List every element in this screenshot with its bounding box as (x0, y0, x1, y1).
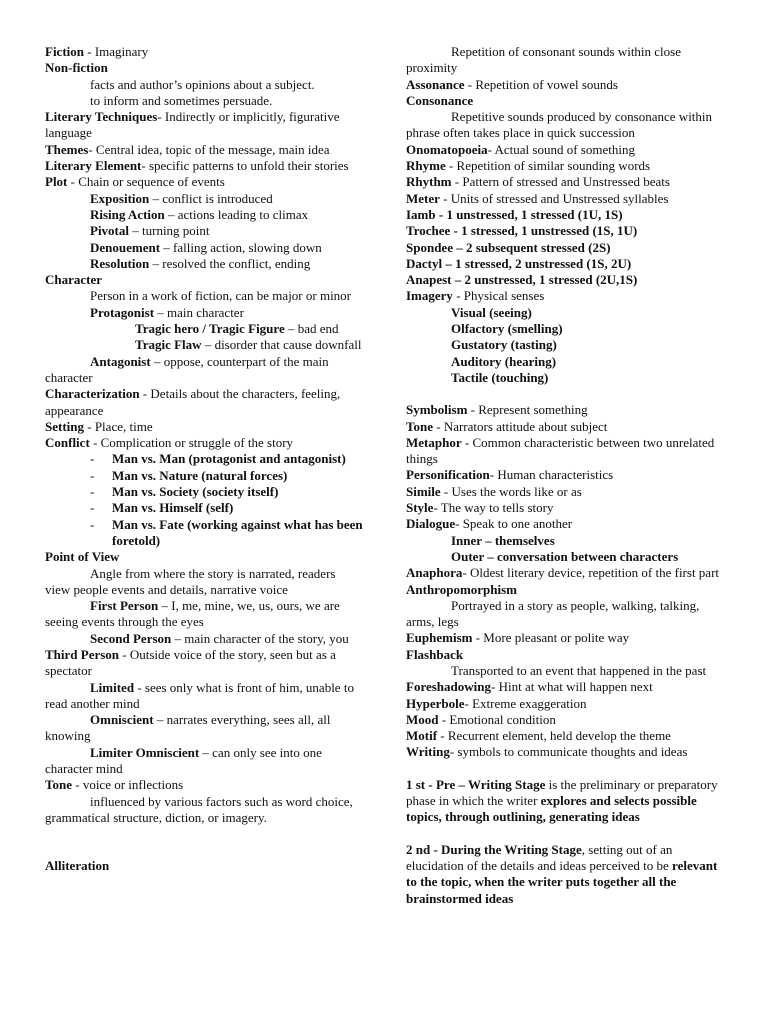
term: Limiter Omniscient (90, 744, 200, 760)
definition: – disorder that cause downfall (201, 337, 362, 353)
entry-assonance (406, 77, 724, 93)
bullet-dash: - (90, 467, 95, 483)
pov-omniscient (45, 712, 363, 745)
definition: - Chain or sequence of events (67, 174, 225, 190)
sense-item: Auditory (hearing) (451, 353, 557, 369)
stage-title: 2 nd - During the Writing Stage (406, 841, 582, 857)
term: Second Person (90, 630, 172, 646)
stage-text: is the preliminary or preparatory phase in which the writer (406, 776, 718, 809)
entry-setting (45, 419, 363, 435)
term: Protagonist (90, 304, 155, 320)
entry-onomatopoeia (406, 142, 724, 158)
entry-euphemism (406, 630, 724, 646)
term: Themes (45, 141, 89, 157)
entry-dialogue (406, 516, 724, 532)
pov-second-person (45, 631, 363, 647)
conflict-item (45, 517, 363, 550)
entry-anapest: Anapest – 2 unstressed, 1 stressed (2U,1S) (406, 272, 638, 288)
entry-mood (406, 712, 724, 728)
bullet-dash: - (90, 516, 95, 532)
entry-symbolism (406, 402, 724, 418)
sense-item: Visual (seeing) (451, 304, 532, 320)
term: Conflict (45, 435, 90, 451)
entry-tone (406, 419, 724, 435)
term: Symbolism (406, 402, 468, 418)
definition: - Physical senses (452, 288, 545, 304)
term: Antagonist (90, 353, 151, 369)
term: Style (406, 500, 434, 516)
definition: - Extreme exaggeration (464, 695, 587, 711)
term: Motif (406, 728, 438, 744)
entry-iamb: Iamb - 1 unstressed, 1 stressed (1U, 1S) (406, 206, 623, 222)
term: Simile (406, 483, 441, 499)
definition: - Emotional condition (438, 711, 556, 727)
term: Hyperbole (406, 695, 465, 711)
term: Mood (406, 711, 439, 727)
writing-stage-2 (406, 842, 724, 907)
entry-point-of-view: Point of View (45, 549, 120, 565)
spacer (45, 842, 363, 858)
term: Third Person (45, 646, 120, 662)
stage-emphasis: relevant to the topic, when the writer puts together all the brainstormed ideas (406, 857, 718, 906)
entry-plot (45, 174, 363, 190)
term: Metaphor (406, 434, 462, 450)
definition: – turning point (129, 223, 210, 239)
character-tragic-flaw (45, 337, 363, 353)
nonfiction-detail-1: facts and author’s opinions about a subject. (90, 76, 315, 92)
entry-conflict (45, 435, 363, 451)
conflict-item (45, 484, 363, 500)
entry-rhyme (406, 158, 724, 174)
entry-simile (406, 484, 724, 500)
term: Tone (406, 418, 433, 434)
entry-fiction (45, 44, 363, 60)
right-column (406, 44, 724, 907)
definition: – main character (154, 304, 244, 320)
pov-limited (45, 680, 363, 713)
spacer (406, 761, 724, 777)
consonance-definition: Repetitive sounds produced by consonance within phrase often takes place in quick succession (406, 109, 713, 141)
definition: - sees only what is front of him, unable to read another mind (45, 679, 354, 711)
entry-dactyl: Dactyl – 1 stressed, 2 unstressed (1S, 2U) (406, 255, 632, 271)
stage-title: 1 st - Pre – Writing Stage (406, 776, 546, 792)
stage-emphasis: explores and selects possible topics, through outlining, generating ideas (406, 793, 697, 825)
conflict-text: Man vs. Nature (natural forces) (112, 467, 288, 483)
entry-alliteration: Alliteration (45, 858, 110, 874)
sense-item: Olfactory (smelling) (451, 321, 563, 337)
conflict-item (45, 500, 363, 516)
definition: - Units of stressed and Unstressed syllables (439, 190, 669, 206)
sense-item: Tactile (touching) (451, 369, 549, 385)
plot-pivotal (45, 223, 363, 239)
definition: - Speak to one another (455, 516, 573, 532)
term: Literary Element (45, 158, 142, 174)
definition: – main character of the story, you (171, 630, 349, 646)
bullet-dash: - (90, 484, 95, 500)
definition: - Indirectly or implicitly, figurative language (45, 109, 340, 141)
definition: - Pattern of stressed and Unstressed beats (451, 174, 670, 190)
definition: - Recurrent element, held develop the theme (437, 728, 671, 744)
term: First Person (90, 598, 159, 614)
dialogue-inner: Inner – themselves (451, 532, 555, 548)
definition: – resolved the conflict, ending (149, 255, 311, 271)
term: Assonance (406, 76, 465, 92)
definition: - Imaginary (84, 44, 149, 59)
plot-denouement (45, 240, 363, 256)
entry-third-person (45, 647, 363, 680)
pov-first-person (45, 598, 363, 631)
term: Plot (45, 174, 68, 190)
term: Limited (90, 679, 135, 695)
term: Omniscient (90, 712, 154, 728)
term: Exposition (90, 190, 150, 206)
term: Euphemism (406, 630, 473, 646)
definition: - voice or inflections (71, 777, 184, 793)
definition: - Represent something (467, 402, 588, 418)
definition: – narrates everything, sees all, all knowing (45, 712, 331, 744)
bullet-dash: - (90, 451, 95, 467)
entry-rhythm (406, 174, 724, 190)
plot-resolution (45, 256, 363, 272)
entry-literary-techniques (45, 109, 363, 142)
definition: – I, me, mine, we, us, ours, we are seeing events through the eyes (45, 598, 340, 630)
term: Meter (406, 190, 440, 206)
conflict-text: Man vs. Himself (self) (112, 500, 234, 516)
stage-text: , setting out of an elucidation of the details and ideas perceived to be (406, 841, 673, 873)
spacer (406, 386, 724, 402)
definition: - Outside voice of the story, seen but as a spectator (45, 646, 336, 679)
definition: - The way to tells story (433, 500, 554, 516)
entry-character: Character (45, 272, 103, 288)
tone-detail: influenced by various factors such as word choice, grammatical structure, diction, or imagery. (45, 793, 353, 825)
entry-consonance: Consonance (406, 92, 474, 108)
term: Anaphora (406, 565, 463, 581)
nonfiction-detail-2: to inform and sometimes persuade. (90, 92, 273, 108)
term: Fiction (45, 44, 84, 59)
entry-personification (406, 467, 724, 483)
entry-tone (45, 777, 363, 793)
pov-limiter-omniscient (45, 745, 363, 778)
character-protagonist (45, 305, 363, 321)
conflict-item (45, 468, 363, 484)
term: Characterization (45, 386, 140, 402)
term: Dialogue (406, 516, 456, 532)
entry-imagery (406, 288, 724, 304)
term: Rising Action (90, 206, 165, 222)
definition: - symbols to communicate thoughts and ideas (449, 744, 688, 760)
entry-nonfiction: Non-fiction (45, 60, 108, 76)
definition: - Hint at what will happen next (491, 679, 653, 695)
definition: - Uses the words like or as (440, 483, 582, 499)
term: Literary Techniques (45, 109, 158, 125)
definition: - specific patterns to unfold their stories (141, 158, 349, 174)
term: Tone (45, 777, 72, 793)
definition: - Common characteristic between two unrelated things (406, 434, 715, 467)
pov-definition: Angle from where the story is narrated, readers view people events and details, narrative voice (45, 565, 336, 597)
conflict-text: Man vs. Man (protagonist and antagonist) (112, 451, 346, 467)
definition: – can only see into one character mind (45, 744, 322, 777)
entry-characterization (45, 386, 363, 419)
term: Foreshadowing (406, 679, 491, 695)
character-antagonist (45, 354, 363, 387)
plot-rising-action (45, 207, 363, 223)
entry-flashback: Flashback (406, 646, 464, 662)
definition: - Actual sound of something (487, 141, 635, 157)
entry-anthropomorphism: Anthropomorphism (406, 581, 518, 597)
entry-metaphor (406, 435, 724, 468)
entry-themes (45, 142, 363, 158)
entry-anaphora (406, 565, 724, 581)
spacer (45, 826, 363, 842)
entry-motif (406, 728, 724, 744)
writing-stage-1 (406, 777, 724, 826)
character-definition: Person in a work of fiction, can be major or minor (90, 288, 352, 304)
term: Tragic hero / Tragic Figure (135, 321, 285, 337)
entry-foreshadowing (406, 679, 724, 695)
term: Onomatopoeia (406, 141, 488, 157)
definition: - Central idea, topic of the message, main idea (88, 141, 330, 157)
anthropomorphism-definition: Portrayed in a story as people, walking, talking, arms, legs (406, 597, 700, 630)
definition: - Human characteristics (489, 467, 614, 483)
entry-writing (406, 744, 724, 760)
definition: - Details about the characters, feeling, appearance (45, 386, 341, 418)
conflict-text: Man vs. Fate (working against what has been foretold) (112, 516, 363, 548)
left-column (45, 44, 363, 875)
sense-item: Gustatory (tasting) (451, 337, 557, 353)
plot-exposition (45, 191, 363, 207)
alliteration-definition: Repetition of consonant sounds within close proximity (406, 44, 682, 76)
spacer (406, 826, 724, 842)
definition: - More pleasant or polite way (472, 630, 630, 646)
term: Pivotal (90, 223, 129, 239)
definition: - Complication or struggle of the story (89, 435, 294, 451)
term: Writing (406, 744, 450, 760)
term: Resolution (90, 255, 150, 271)
entry-meter (406, 191, 724, 207)
entry-literary-element (45, 158, 363, 174)
entry-spondee: Spondee – 2 subsequent stressed (2S) (406, 239, 611, 255)
term: Personification (406, 467, 490, 483)
definition: – falling action, slowing down (160, 239, 322, 255)
entry-hyperbole (406, 696, 724, 712)
definition: - Place, time (84, 418, 153, 434)
bullet-dash: - (90, 500, 95, 516)
entry-style (406, 500, 724, 516)
definition: - Repetition of vowel sounds (464, 76, 618, 92)
term: Tragic Flaw (135, 337, 202, 353)
conflict-item (45, 451, 363, 467)
definition: - Oldest literary device, repetition of the first part (462, 565, 720, 581)
definition: – actions leading to climax (164, 206, 309, 222)
term: Setting (45, 418, 84, 434)
definition: - Narrators attitude about subject (432, 418, 608, 434)
entry-trochee: Trochee - 1 stressed, 1 unstressed (1S, 1U) (406, 223, 638, 239)
definition: – conflict is introduced (149, 190, 273, 206)
definition: – oppose, counterpart of the main character (45, 353, 329, 385)
term: Imagery (406, 288, 453, 304)
definition: - Repetition of similar sounding words (445, 158, 651, 174)
term: Rhythm (406, 174, 452, 190)
flashback-definition: Transported to an event that happened in the past (451, 662, 707, 678)
dialogue-outer: Outer – conversation between characters (451, 548, 679, 564)
term: Denouement (90, 239, 161, 255)
term: Rhyme (406, 158, 446, 174)
definition: – bad end (284, 321, 339, 337)
character-tragic-hero (45, 321, 363, 337)
conflict-text: Man vs. Society (society itself) (112, 484, 279, 500)
